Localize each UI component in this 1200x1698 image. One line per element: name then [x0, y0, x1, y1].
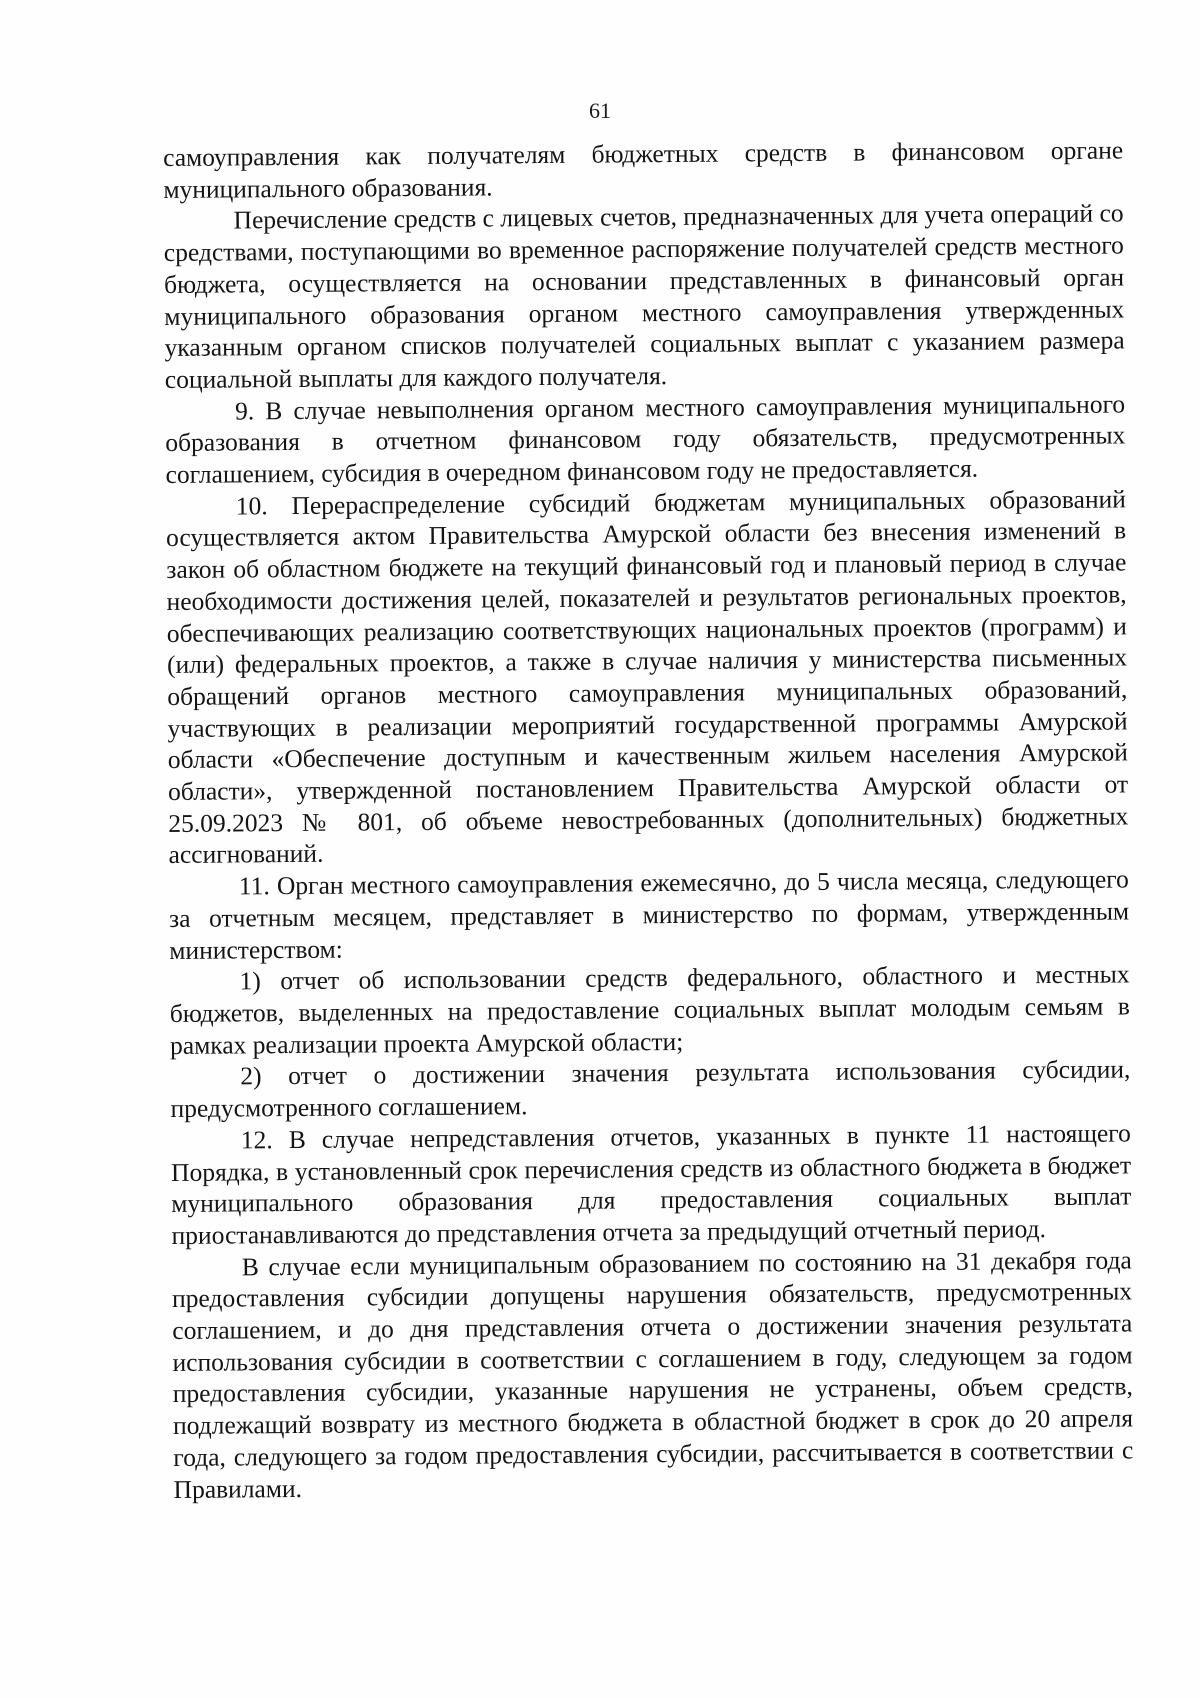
- paragraph-item-9: 9. В случае невыполнения органом местного самоуправления муниципального образования в отчетном финансовом году обязательств, предусмотренных соглашением, субсидия в очередном финансовом году не предоставляется.: [165, 389, 1126, 490]
- paragraph-return-funds: В случае если муниципальным образованием по состоянию на 31 декабря года предоставления субсидии допущены нарушения обязательств, предусмотренных соглашением, и до дня представления отчета о достижении значения результата использования субсидии в соответствии с соглашением в году, следующем за годом предоставления субсидии, указанные нарушения не устранены, объем средств, подлежащий возврату из местного бюджета в областной бюджет в срок до 20 апреля года, следующего за годом предоставления субсидии, рассчитывается в соответствии с Правилами.: [171, 1245, 1134, 1504]
- paragraph-item-11: 11. Орган местного самоуправления ежемесячно, до 5 числа месяца, следующего за отчетным месяцем, представляет в министерство по формам, утвержденным министерством:: [168, 864, 1130, 965]
- paragraph-transfer-funds: Перечисление средств с лицевых счетов, предназначенных для учета операций со средствами, поступающими во временное распоряжение получателей средств местного бюджета, осуществляется на основании представленных в финансовый орган муниципального образования органом местного самоуправления утвержденных указанным органом списков получателей социальных выплат с указанием размера социальной выплаты для каждого получателя.: [163, 198, 1125, 394]
- page-number: 61: [589, 98, 611, 123]
- paragraph-item-12: 12. В случае непредставления отчетов, указанных в пункте 11 настоящего Порядка, в установленный срок перечисления средств из областного бюджета в бюджет муниципального образования для предоставления социальных выплат приостанавливаются до представления отчета за предыдущий отчетный период.: [170, 1118, 1132, 1250]
- paragraph-item-10: 10. Перераспределение субсидий бюджетам муниципальных образований осуществляется актом Правительства Амурской области без внесения изменений в закон об областном бюджете на текущий финансовый год и плановый период в случае необходимости достижения целей, показателей и результатов региональных проектов, обеспечивающих реализацию соответствующих национальных проектов (программ) и (или) федеральных проектов, а также в случае наличия у министерства письменных обращений органов местного самоуправления муниципальных образований, участвующих в реализации мероприятий государственной программы Амурской области «Обеспечение доступным и качественным жильем населения Амурской области», утвержденной постановлением Правительства Амурской области от 25.09.2023 № 801, об объеме невостребованных (дополнительных) бюджетных ассигнований.: [165, 484, 1129, 870]
- document-body: [163, 134, 1134, 1505]
- paragraph-continuation: самоуправления как получателям бюджетных средств в финансовом органе муниципального образования.: [163, 135, 1124, 204]
- paragraph-item-11-sub-2: 2) отчет о достижении значения результата использования субсидии, предусмотренного соглашением.: [170, 1054, 1131, 1124]
- paragraph-item-11-sub-1: 1) отчет об использовании средств федерального, областного и местных бюджетов, выделенных на предоставление социальных выплат молодым семьям в рамках реализации проекта Амурской области;: [169, 959, 1130, 1060]
